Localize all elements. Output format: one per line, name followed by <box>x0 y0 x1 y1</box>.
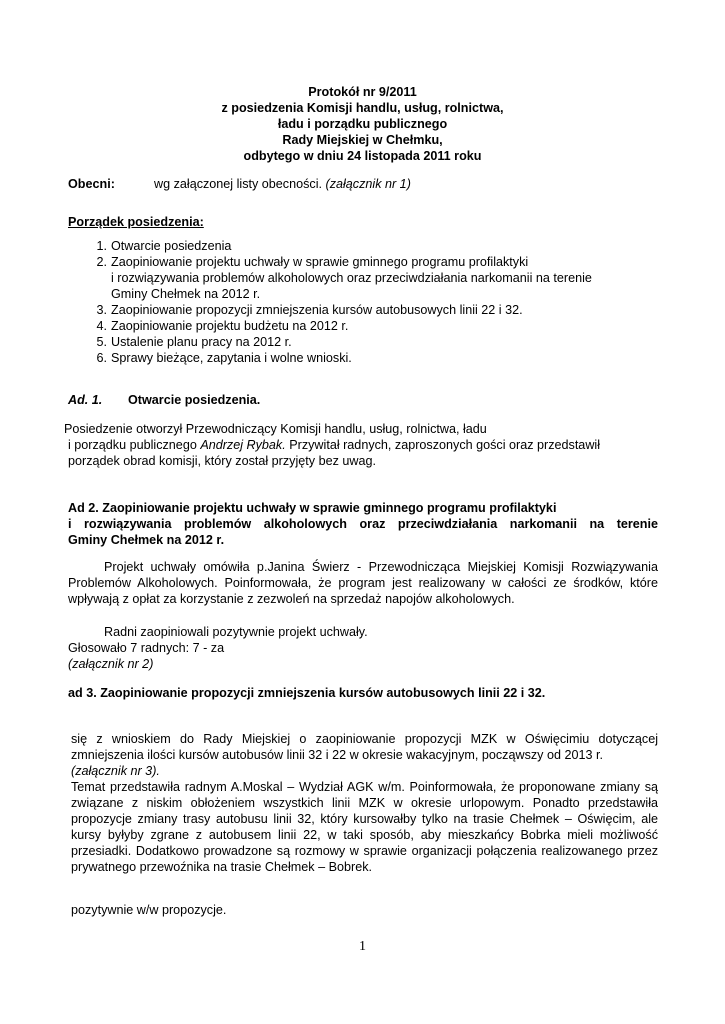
ad1-line-2-start: i porządku publicznego <box>68 438 201 452</box>
agenda-item-text: Gminy Chełmek na 2012 r. <box>111 287 261 301</box>
ad2-paragraph-2: Radni zaopiniowali pozytywnie projekt uchwały. <box>104 625 368 639</box>
agenda-item-text: Otwarcie posiedzenia <box>111 239 232 253</box>
agenda-item-number: 3. <box>96 303 107 317</box>
ad1-heading <box>68 392 261 408</box>
ad2-paragraph-1: Projekt uchwały omówiła p.Janina Świerz - Przewodnicząca Miejskiej Komisji Rozwiązywania Problemów Alkoholowych. Poinformowała, że program jest realizowany w całości ze środków, które wpływają z opłat za korzystanie z zezwoleń na sprzedaż napojów alkoholowych. <box>68 560 658 606</box>
agenda-item <box>96 254 651 302</box>
ad3-paragraph-1: się z wnioskiem do Rady Miejskiej o zaopiniowanie propozycji MZK w Oświęcimiu dotyczącej zmniejszenia ilości kursów autobusów linii 32 i 22 w okresie wakacyjnym, począwszy od 2013 r. <box>71 732 658 762</box>
agenda-item <box>96 302 651 318</box>
ad2-title-1: Ad 2. Zaopiniowanie projektu uchwały w sprawie gminnego programu profilaktyki <box>68 501 557 515</box>
agenda-item-number: 6. <box>96 351 107 365</box>
agenda-item-text: Ustalenie planu pracy na 2012 r. <box>111 335 292 349</box>
ad2-heading <box>68 500 658 548</box>
attendance-text-wrap <box>154 176 411 192</box>
protocol-title: Protokół nr 9/2011 <box>308 85 417 99</box>
header-line-2: z posiedzenia Komisji handlu, usług, rolnictwa, <box>221 101 504 115</box>
agenda-item-number: 5. <box>96 335 107 349</box>
agenda-item-text: Zaopiniowanie projektu budżetu na 2012 r. <box>111 319 349 333</box>
ad2-attachment: (załącznik nr 2) <box>68 657 154 671</box>
header-line-5: odbytego w dniu 24 listopada 2011 roku <box>243 149 482 163</box>
ad3-paragraph-3: pozytywnie w/w propozycje. <box>71 903 227 917</box>
header-line-4: Rady Miejskiej w Chełmku, <box>282 133 443 147</box>
agenda-item <box>96 334 651 350</box>
ad1-title: Otwarcie posiedzenia. <box>128 393 261 407</box>
agenda-item <box>96 318 651 334</box>
agenda-item <box>96 238 651 254</box>
agenda-list <box>96 238 651 366</box>
agenda-item-text: Sprawy bieżące, zapytania i wolne wnioski. <box>111 351 352 365</box>
ad1-chair-name: Andrzej Rybak. <box>200 438 286 452</box>
ad2-title-2: i rozwiązywania problemów alkoholowych oraz przeciwdziałania narkomanii na terenie <box>68 517 658 531</box>
ad1-label: Ad. 1. <box>68 393 103 407</box>
agenda-item-number: 1. <box>96 239 107 253</box>
ad2-title-3: Gminy Chełmek na 2012 r. <box>68 533 225 547</box>
header-line-3: ładu i porządku publicznego <box>277 117 448 131</box>
ad2-votes: Głosowało 7 radnych: 7 - za <box>68 641 225 655</box>
attendance-attachment: (załącznik nr 1) <box>325 177 411 191</box>
attendance-line <box>68 176 668 192</box>
agenda-item-number: 4. <box>96 319 107 333</box>
attendance-text: wg załączonej listy obecności. <box>154 177 322 191</box>
ad1-line-2 <box>64 437 659 453</box>
attendance-label: Obecni: <box>68 177 115 191</box>
ad3-paragraph-2: Temat przedstawiła radnym A.Moskal – Wydział AGK w/m. Poinformowała, że proponowane zmiany są związane z niskim obłożeniem wszystkich linii MZK w okresie urlopowym. Ponadto przedstawiła propozycje zmiany trasy autobusu linii 32, który kursowałby tylko na trasie Chełmek – Oświęcim, ale kursy byłyby zgrane z autobusem linii 22, w taki sposób, aby mieszkańcy Bobrka mieli możliwość przesiadki. Dodatkowo prowadzone są rozmowy w sprawie organizacji połączenia realizowanego przez prywatnego przewoźnika na trasie Chełmek – Bobrek. <box>71 780 658 874</box>
ad1-paragraph <box>64 421 659 469</box>
ad1-line-2-end: Przywitał radnych, zaproszonych gości oraz przedstawił <box>285 438 601 452</box>
ad1-line-3: porządek obrad komisji, który został przyjęty bez uwag. <box>68 454 376 468</box>
ad3-attachment: (załącznik nr 3). <box>71 764 160 778</box>
agenda-item-number: 2. <box>96 255 107 269</box>
agenda-title: Porządek posiedzenia: <box>68 215 204 229</box>
page-number: 1 <box>359 939 366 954</box>
agenda-item <box>96 350 651 366</box>
agenda-item-text: Zaopiniowanie propozycji zmniejszenia kursów autobusowych linii 22 i 32. <box>111 303 523 317</box>
agenda-item-text: i rozwiązywania problemów alkoholowych oraz przeciwdziałania narkomanii na terenie <box>111 271 592 285</box>
ad3-title: ad 3. Zaopiniowanie propozycji zmniejszenia kursów autobusowych linii 22 i 32. <box>68 686 546 700</box>
agenda-item-text: Zaopiniowanie projektu uchwały w sprawie gminnego programu profilaktyki <box>111 255 529 269</box>
ad1-line-1: Posiedzenie otworzył Przewodniczący Komisji handlu, usług, rolnictwa, ładu <box>64 422 487 436</box>
